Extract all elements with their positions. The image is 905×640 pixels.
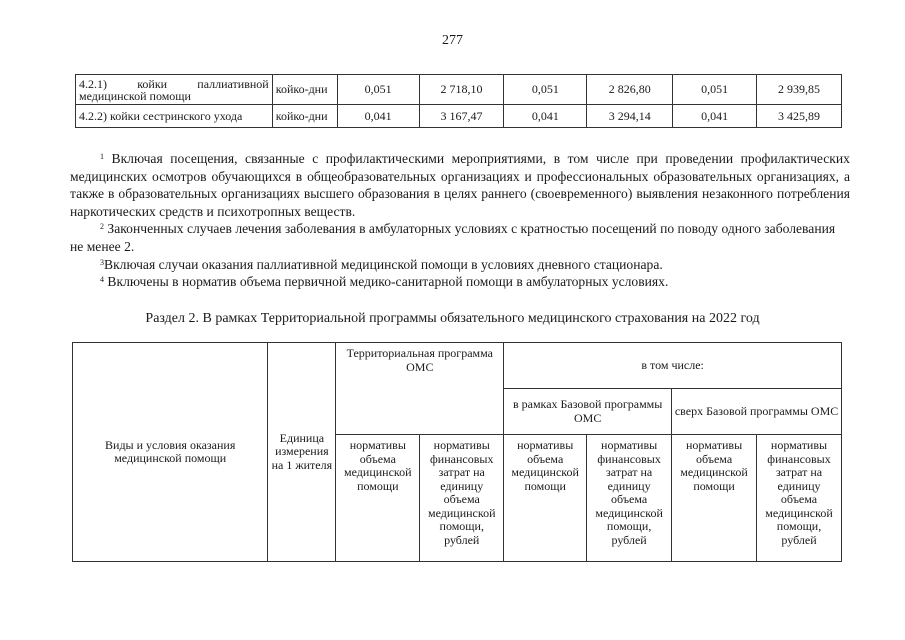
header-table: [72, 342, 842, 562]
value-cell: 0,051: [673, 75, 757, 105]
volume-subheader: нормативы объема медицинской помощи: [336, 435, 420, 562]
value-cell: 3 167,47: [419, 105, 504, 128]
footnote-mark: 2: [100, 222, 104, 232]
table-row: [76, 75, 842, 105]
value-cell: 0,041: [673, 105, 757, 128]
footnote: [70, 273, 850, 291]
unit-header: Единица измерения на 1 жителя: [268, 343, 336, 562]
value-cell: 3 294,14: [587, 105, 673, 128]
unit-cell: койко-дни: [272, 75, 337, 105]
table-row: [76, 105, 842, 128]
volume-subheader: нормативы объема медицинской помощи: [504, 435, 587, 562]
value-cell: 0,041: [504, 105, 587, 128]
finance-subheader: нормативы финансовых затрат на единицу объема медицинской помощи, рублей: [757, 435, 842, 562]
row-name-part: койки: [137, 76, 168, 91]
footnote-text: Законченных случаев лечения заболевания в амбулаторных условиях с кратностью посещений по поводу одного заболевания не менее 2.: [70, 221, 836, 254]
footnote-mark: 1: [100, 152, 104, 161]
section-title: Раздел 2. В рамках Территориальной программы обязательного медицинского страхования на 2022 год: [145, 311, 760, 326]
row-name-part: паллиативной: [197, 76, 269, 91]
row-name-part: 4.2.1): [79, 76, 107, 91]
kinds-header: Виды и условия оказания медицинской помощи: [73, 343, 268, 562]
footnote-mark: 4: [100, 275, 104, 285]
footnote: [70, 256, 850, 274]
page-number: 277: [442, 33, 463, 48]
above-basic-header: сверх Базовой программы ОМС: [672, 389, 842, 435]
territorial-header: Территориальная программа ОМС: [336, 343, 504, 435]
footnote-mark: 3: [100, 257, 104, 267]
value-cell: 0,051: [504, 75, 587, 105]
value-cell: 0,051: [337, 75, 419, 105]
footnote-text: Включены в норматив объема первичной медико-санитарной помощи в амбулаторных условиях.: [107, 274, 669, 290]
value-cell: 0,041: [337, 105, 419, 128]
footnote: [70, 220, 850, 255]
volume-subheader: нормативы объема медицинской помощи: [672, 435, 757, 562]
row-name-cell: [76, 75, 273, 105]
footnote-text: Включая посещения, связанные с профилактическими мероприятиями, в том числе при проведении профилактических медицинских осмотров обучающихся в общеобразовательных организациях и профессиональных образовательных организациях, а также в образовательных организациях высшего образования в целях раннего (своевременного) выявления незаконного потребления наркотических средств и психотропных веществ.: [70, 151, 850, 219]
value-cell: 2 826,80: [587, 75, 673, 105]
including-header: в том числе:: [504, 343, 842, 389]
row-name-cell: 4.2.2) койки сестринского ухода: [76, 105, 273, 128]
value-cell: 2 718,10: [419, 75, 504, 105]
row-name-part: медицинской помощи: [79, 88, 191, 103]
finance-subheader: нормативы финансовых затрат на единицу объема медицинской помощи, рублей: [587, 435, 672, 562]
value-cell: 2 939,85: [757, 75, 842, 105]
unit-cell: койко-дни: [272, 105, 337, 128]
footnote: [70, 150, 850, 220]
basic-program-header: в рамках Базовой программы ОМС: [504, 389, 672, 435]
footnotes: [70, 150, 850, 291]
value-cell: 3 425,89: [757, 105, 842, 128]
footnote-text: Включая случаи оказания паллиативной медицинской помощи в условиях дневного стационара.: [104, 256, 663, 272]
continuation-table: [75, 74, 842, 128]
finance-subheader: нормативы финансовых затрат на единицу объема медицинской помощи, рублей: [420, 435, 504, 562]
